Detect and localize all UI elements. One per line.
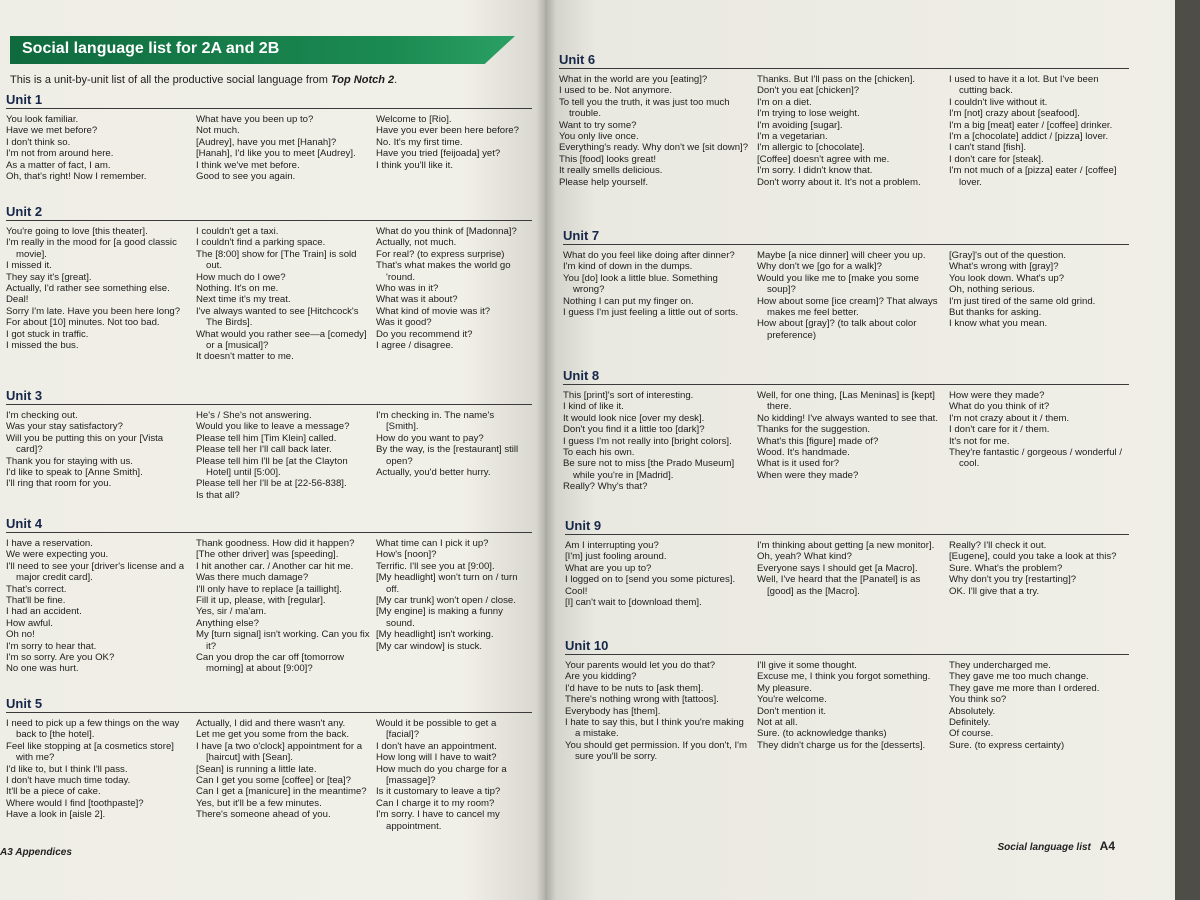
phrase-line: What do you think of [Madonna]?	[376, 226, 517, 237]
phrase-line: Good to see you again.	[196, 171, 296, 183]
phrase-line: No kidding! I've always wanted to see that.	[757, 412, 939, 424]
phrase-line: Thanks for the suggestion.	[757, 424, 871, 436]
phrase-line: I had an accident.	[6, 606, 82, 618]
unit-heading: Unit 1	[6, 92, 532, 109]
unit-columns	[563, 250, 1129, 376]
unit-heading: Unit 6	[559, 52, 1129, 69]
phrase-line: As a matter of fact, I am.	[6, 159, 111, 171]
phrase-line: I'd like to, but I think I'll pass.	[6, 763, 128, 775]
phrase-line: I'm not much of a [pizza] eater / [coffee] lover.	[949, 165, 1117, 188]
phrase-column-2	[757, 74, 943, 188]
phrase-line: Well, I've heard that the [Panatel] is as [good] as the [Macro].	[757, 574, 921, 597]
phrase-line: I need to pick up a few things on the way back to [the hotel].	[6, 718, 180, 741]
phrase-line: Where would I find [toothpaste]?	[6, 797, 144, 809]
phrase-line: OK. I'll give that a try.	[949, 585, 1040, 597]
phrase-line: How about some [ice cream]? That always makes me feel better.	[757, 295, 938, 319]
phrase-line: Would it be possible to get a [facial]?	[376, 718, 497, 741]
phrase-line: To tell you the truth, it was just too much trouble.	[559, 96, 730, 120]
phrase-line: They're fantastic / gorgeous / wonderful / cool.	[949, 447, 1123, 470]
phrase-line: [My car trunk] won't open / close.	[376, 595, 516, 607]
phrase-line: [I'm] just fooling around.	[565, 551, 667, 563]
phrase-line: [My headlight] won't turn on / turn off.	[376, 572, 518, 595]
phrase-line: Please tell her I'll be at [22-56-838].	[196, 478, 347, 490]
intro-text	[10, 74, 397, 86]
phrase-line: I missed it.	[6, 260, 52, 272]
phrase-line: I'm checking out.	[6, 410, 78, 421]
phrase-column-3	[949, 74, 1123, 188]
phrase-column-2	[196, 538, 370, 675]
phrase-line: Don't you find it a little too [dark]?	[563, 424, 705, 436]
phrase-line: I agree / disagree.	[376, 340, 454, 352]
phrase-line: This [print]'s sort of interesting.	[563, 390, 694, 401]
left-page	[0, 0, 545, 900]
phrase-line: How long will I have to wait?	[376, 752, 497, 764]
unit-5	[6, 696, 532, 858]
phrase-line: Actually, I did and there wasn't any.	[196, 718, 346, 729]
phrase-column-3	[949, 540, 1123, 597]
phrase-line: Nothing I can put my finger on.	[563, 295, 694, 307]
phrase-line: I don't have an appointment.	[376, 740, 497, 752]
phrase-line: Sorry I'm late. Have you been here long?	[6, 305, 181, 317]
phrase-line: You only live once.	[559, 131, 639, 143]
phrase-line: How were they made?	[949, 390, 1045, 401]
phrase-line: Would you like to leave a message?	[196, 421, 350, 433]
phrase-line: I used to have it a lot. But I've been cutting back.	[949, 74, 1099, 97]
phrase-column-1	[6, 114, 190, 182]
phrase-column-1	[563, 250, 751, 318]
phrase-line: I guess I'm just feeling a little out of sorts.	[563, 307, 739, 319]
phrase-line: Please tell her I'll call back later.	[196, 444, 332, 456]
phrase-line: [Hanah], I'd like you to meet [Audrey].	[196, 148, 356, 160]
intro-prefix: This is a unit-by-unit list of all the productive social language from	[10, 74, 328, 86]
phrase-line: Next time it's my treat.	[196, 294, 291, 306]
phrase-line: I'll ring that room for you.	[6, 478, 112, 490]
phrase-line: Cool!	[565, 585, 588, 597]
phrase-column-3	[376, 410, 526, 478]
phrase-line: Have you tried [feijoada] yet?	[376, 148, 501, 160]
phrase-line: I'm a big [meat] eater / [coffee] drinker.	[949, 119, 1113, 131]
phrase-column-1	[565, 540, 751, 608]
phrase-line: You should get permission. If you don't, I'm sure you'll be sorry.	[565, 739, 747, 763]
phrase-line: [My engine] is making a funny sound.	[376, 606, 503, 629]
phrase-line: How do you want to pay?	[376, 432, 484, 444]
phrase-line: I don't have much time today.	[6, 775, 131, 787]
phrase-line: I'll need to see your [driver's license and a major credit card].	[6, 560, 185, 584]
phrase-line: What was it about?	[376, 294, 458, 306]
phrase-line: Don't worry about it. It's not a problem.	[757, 176, 921, 188]
phrase-line: I'm allergic to [chocolate].	[757, 142, 865, 154]
phrase-line: I guess I'm not really into [bright colors].	[563, 435, 732, 447]
phrase-line: For about [10] minutes. Not too bad.	[6, 317, 160, 329]
unit-1	[6, 92, 532, 214]
phrase-line: When were they made?	[757, 469, 859, 481]
phrase-line: There's someone ahead of you.	[196, 809, 331, 821]
phrase-line: I kind of like it.	[563, 401, 624, 413]
phrase-column-2	[757, 660, 943, 751]
phrase-line: How's [noon]?	[376, 549, 437, 561]
unit-columns	[6, 410, 532, 530]
phrase-line: Was your stay satisfactory?	[6, 421, 123, 433]
unit-columns	[6, 538, 532, 708]
phrase-line: Really? I'll check it out.	[949, 540, 1047, 551]
phrase-line: Are you kidding?	[565, 671, 637, 683]
phrase-line: You look down. What's up?	[949, 272, 1065, 284]
phrase-line: I'm so sorry. Are you OK?	[6, 652, 115, 664]
phrase-line: [Coffee] doesn't agree with me.	[757, 153, 890, 165]
unit-columns	[559, 74, 1129, 234]
phrase-line: What in the world are you [eating]?	[559, 74, 708, 85]
phrase-line: I think we've met before.	[196, 159, 300, 171]
phrase-line: Yes, sir / ma'am.	[196, 606, 267, 618]
phrase-line: That's correct.	[6, 583, 67, 595]
phrase-column-2	[196, 114, 370, 182]
phrase-line: I'm [not] crazy about [seafood].	[949, 108, 1080, 120]
phrase-line: Everybody has [them].	[565, 705, 661, 717]
phrase-line: [Audrey], have you met [Hanah]?	[196, 136, 337, 148]
phrase-line: What kind of movie was it?	[376, 305, 491, 317]
phrase-line: I don't care for it / them.	[949, 424, 1050, 436]
phrase-line: Thank goodness. How did it happen?	[196, 538, 355, 549]
unit-heading: Unit 8	[563, 368, 1129, 385]
phrase-line: I'm not from around here.	[6, 148, 114, 160]
phrase-line: What's this [figure] made of?	[757, 435, 879, 447]
phrase-line: I'm just tired of the same old grind.	[949, 295, 1096, 307]
phrase-line: Fill it up, please, with [regular].	[196, 595, 326, 607]
phrase-line: Was it good?	[376, 317, 432, 329]
phrase-line: Not at all.	[757, 717, 798, 729]
phrase-line: Who was in it?	[376, 283, 439, 295]
phrase-line: How much do you charge for a [massage]?	[376, 763, 507, 787]
phrase-line: [The other driver] was [speeding].	[196, 549, 339, 561]
phrase-column-2	[196, 718, 370, 821]
phrase-line: Not much.	[196, 125, 240, 137]
phrase-line: I'll only have to replace [a taillight].	[196, 583, 342, 595]
phrase-line: Feel like stopping at [a cosmetics store] with me?	[6, 740, 174, 764]
phrase-line: Actually, not much.	[376, 237, 457, 249]
phrase-line: Sure. What's the problem?	[949, 562, 1063, 574]
phrase-line: Terrific. I'll see you at [9:00].	[376, 560, 495, 572]
unit-columns	[565, 660, 1129, 790]
phrase-line: Can I charge it to my room?	[376, 797, 495, 809]
unit-columns	[563, 390, 1129, 522]
phrase-line: Why don't you try [restarting]?	[949, 574, 1077, 586]
phrase-line: I have a reservation.	[6, 538, 93, 549]
phrase-line: What are you up to?	[565, 562, 652, 574]
phrase-line: You think so?	[949, 694, 1007, 706]
phrase-column-1	[563, 390, 751, 493]
unit-4	[6, 516, 532, 708]
phrase-line: What have you been up to?	[196, 114, 314, 125]
phrase-line: Is it customary to leave a tip?	[376, 786, 501, 798]
phrase-line: Excuse me, I think you forgot something.	[757, 671, 931, 683]
phrase-line: I hit another car. / Another car hit me.	[196, 560, 354, 572]
phrase-line: Do you recommend it?	[376, 328, 473, 340]
unit-10	[565, 638, 1129, 790]
phrase-line: Please help yourself.	[559, 176, 649, 188]
unit-9	[565, 518, 1129, 650]
phrase-line: I couldn't find a parking space.	[196, 237, 326, 249]
phrase-line: They gave me too much change.	[949, 671, 1089, 683]
phrase-line: [Eugene], could you take a look at this?	[949, 551, 1117, 563]
phrase-column-3	[376, 226, 526, 351]
phrase-line: Deal!	[6, 294, 29, 306]
phrase-line: Thanks. But I'll pass on the [chicken].	[757, 74, 916, 85]
unit-heading: Unit 3	[6, 388, 532, 405]
phrase-line: The [8:00] show for [The Train] is sold out.	[196, 248, 357, 272]
phrase-line: I'm trying to lose weight.	[757, 108, 860, 120]
phrase-line: I couldn't get a taxi.	[196, 226, 279, 237]
phrase-column-2	[757, 390, 943, 481]
phrase-line: Please tell him I'll be [at the Clayton Hotel] until [5:00].	[196, 455, 348, 479]
phrase-line: To each his own.	[563, 447, 635, 459]
unit-heading: Unit 7	[563, 228, 1129, 245]
phrase-line: I've always wanted to see [Hitchcock's The Birds].	[196, 305, 359, 329]
phrase-column-3	[376, 718, 526, 832]
phrase-line: [My car window] is stuck.	[376, 640, 483, 652]
phrase-line: Let me get you some from the back.	[196, 729, 350, 741]
phrase-line: There's nothing wrong with [tattoos].	[565, 694, 719, 706]
footer-list-label: Social language list	[997, 842, 1091, 853]
phrase-line: I'm avoiding [sugar].	[757, 119, 843, 131]
phrase-column-2	[196, 410, 370, 501]
phrase-line: I hate to say this, but I think you're making a mistake.	[565, 717, 744, 740]
phrase-line: Actually, I'd rather see something else.	[6, 283, 170, 295]
page-number-right: A4	[1099, 839, 1115, 853]
phrase-line: I'd have to be nuts to [ask them].	[565, 682, 704, 694]
phrase-line: They say it's [great].	[6, 271, 92, 283]
phrase-line: Everything's ready. Why don't we [sit down]?	[559, 142, 749, 154]
phrase-column-1	[6, 718, 190, 821]
phrase-line: I logged on to [send you some pictures].	[565, 574, 736, 586]
phrase-line: They gave me more than I ordered.	[949, 682, 1100, 694]
phrase-line: It'll be a piece of cake.	[6, 786, 101, 798]
phrase-line: You [do] look a little blue. Something wrong?	[563, 272, 718, 296]
phrase-line: You're welcome.	[757, 694, 827, 706]
phrase-line: What do you feel like doing after dinner?	[563, 250, 735, 261]
phrase-line: I'm thinking about getting [a new monitor].	[757, 540, 935, 551]
phrase-column-2	[196, 226, 370, 363]
phrase-line: Welcome to [Rio].	[376, 114, 452, 125]
phrase-line: How much do I owe?	[196, 271, 286, 283]
phrase-line: What would you rather see—a [comedy] or a [musical]?	[196, 328, 367, 352]
intro-book: Top Notch 2	[331, 74, 395, 86]
phrase-line: I'm sorry. I didn't know that.	[757, 165, 873, 177]
phrase-line: How about [gray]? (to talk about color preference)	[757, 318, 917, 341]
phrase-line: Want to try some?	[559, 119, 637, 131]
phrase-line: Is that all?	[196, 489, 240, 501]
phrase-line: Will you be putting this on your [Vista card]?	[6, 432, 164, 456]
phrase-line: What is it used for?	[757, 458, 840, 470]
phrase-line: Sure. (to express certainty)	[949, 739, 1065, 751]
phrase-line: That's what makes the world go 'round.	[376, 260, 511, 283]
phrase-line: I know what you mean.	[949, 318, 1048, 330]
phrase-line: I'm a vegetarian.	[757, 131, 828, 143]
phrase-line: Oh, yeah? What kind?	[757, 551, 852, 563]
phrase-line: We were expecting you.	[6, 549, 109, 561]
page-number-left: A3	[0, 847, 13, 858]
phrase-line: Actually, you'd better hurry.	[376, 467, 491, 479]
unit-columns	[6, 226, 532, 402]
phrase-line: Have a look in [aisle 2].	[6, 809, 106, 821]
phrase-line: I'm a [chocolate] addict / [pizza] lover.	[949, 131, 1109, 143]
phrase-line: I'm on a diet.	[757, 96, 812, 108]
phrase-line: Can I get a [manicure] in the meantime?	[196, 786, 367, 798]
phrase-line: Why don't we [go for a walk]?	[757, 261, 883, 273]
phrase-line: I used to be. Not anymore.	[559, 85, 673, 97]
phrase-line: That'll be fine.	[6, 595, 66, 607]
phrase-line: I'd like to speak to [Anne Smith].	[6, 467, 143, 479]
phrase-line: What time can I pick it up?	[376, 538, 489, 549]
page-title: Social language list for 2A and 2B	[22, 40, 280, 57]
phrase-line: Everyone says I should get [a Macro].	[757, 562, 918, 574]
phrase-line: Don't you eat [chicken]?	[757, 85, 860, 97]
phrase-column-1	[6, 226, 190, 351]
phrase-line: By the way, is the [restaurant] still open?	[376, 444, 519, 467]
phrase-line: It would look nice [over my desk].	[563, 412, 705, 424]
phrase-line: You're going to love [this theater].	[6, 226, 148, 237]
phrase-line: Would you like me to [make you some soup]?	[757, 272, 919, 296]
unit-heading: Unit 5	[6, 696, 532, 713]
phrase-line: Thank you for staying with us.	[6, 455, 133, 467]
phrase-column-1	[6, 410, 190, 490]
phrase-line: [Sean] is running a little late.	[196, 763, 317, 775]
phrase-line: Oh no!	[6, 629, 35, 641]
phrase-line: Of course.	[949, 728, 994, 740]
phrase-column-1	[565, 660, 751, 763]
phrase-line: Yes, but it'll be a few minutes.	[196, 797, 322, 809]
phrase-column-2	[757, 250, 943, 341]
unit-3	[6, 388, 532, 530]
phrase-line: It doesn't matter to me.	[196, 351, 294, 363]
phrase-line: They didn't charge us for the [desserts].	[757, 739, 926, 751]
phrase-line: What's wrong with [gray]?	[949, 261, 1059, 273]
phrase-line: Really? Why's that?	[563, 481, 648, 493]
phrase-line: I missed the bus.	[6, 340, 79, 352]
phrase-column-2	[757, 540, 943, 597]
unit-columns	[565, 540, 1129, 650]
phrase-line: My [turn signal] isn't working. Can you fix it?	[196, 629, 370, 652]
phrase-line: Wood. It's handmade.	[757, 447, 850, 459]
phrase-line: Well, for one thing, [Las Meninas] is [kept] there.	[757, 390, 935, 413]
phrase-line: This [food] looks great!	[559, 153, 657, 165]
phrase-line: Was there much damage?	[196, 572, 309, 584]
phrase-line: No one was hurt.	[6, 663, 79, 675]
phrase-line: You look familiar.	[6, 114, 79, 125]
phrase-line: They undercharged me.	[949, 660, 1051, 671]
footer-section-label: Appendices	[15, 847, 72, 858]
unit-columns	[6, 718, 532, 858]
phrase-line: My pleasure.	[757, 682, 812, 694]
phrase-line: I don't care for [steak].	[949, 153, 1044, 165]
phrase-line: Maybe [a nice dinner] will cheer you up.	[757, 250, 926, 261]
phrase-column-3	[949, 390, 1123, 470]
phrase-line: Don't mention it.	[757, 705, 827, 717]
book-spine	[536, 0, 556, 900]
phrase-line: Please tell him [Tim Klein] called.	[196, 432, 337, 444]
phrase-line: I don't think so.	[6, 136, 71, 148]
phrase-line: Definitely.	[949, 717, 991, 729]
phrase-line: Be sure not to miss [the Prado Museum] while you're in [Madrid].	[563, 458, 735, 481]
unit-heading: Unit 10	[565, 638, 1129, 655]
phrase-line: Absolutely.	[949, 705, 996, 717]
phrase-line: I'll give it some thought.	[757, 660, 857, 671]
phrase-line: I couldn't live without it.	[949, 96, 1048, 108]
unit-8	[563, 368, 1129, 522]
phrase-column-3	[376, 114, 526, 171]
phrase-line: I'm really in the mood for [a good classic movie].	[6, 237, 177, 260]
phrase-line: What do you think of it?	[949, 401, 1050, 413]
phrase-line: Am I interrupting you?	[565, 540, 659, 551]
phrase-line: I can't stand [fish].	[949, 142, 1027, 154]
phrase-line: I got stuck in traffic.	[6, 328, 89, 340]
phrase-column-1	[6, 538, 190, 675]
phrase-line: It's not for me.	[949, 435, 1010, 447]
phrase-line: Can you drop the car off [tomorrow morning] at about [9:00]?	[196, 652, 345, 675]
phrase-line: I'm checking in. The name's [Smith].	[376, 410, 495, 433]
phrase-line: For real? (to express surprise)	[376, 248, 505, 260]
phrase-line: [Gray]'s out of the question.	[949, 250, 1067, 261]
phrase-line: Oh, that's right! Now I remember.	[6, 171, 147, 183]
phrase-line: I'm not crazy about it / them.	[949, 412, 1070, 424]
phrase-line: Nothing. It's on me.	[196, 283, 279, 295]
phrase-line: I'm sorry. I have to cancel my appointment.	[376, 809, 500, 832]
phrase-line: [My headlight] isn't working.	[376, 629, 494, 641]
phrase-line: How awful.	[6, 617, 53, 629]
phrase-line: Your parents would let you do that?	[565, 660, 716, 671]
phrase-line: Can I get you some [coffee] or [tea]?	[196, 775, 352, 787]
phrase-line: Oh, nothing serious.	[949, 284, 1035, 296]
phrase-line: I have [a two o'clock] appointment for a [haircut] with [Sean].	[196, 740, 363, 764]
phrase-line: I'm kind of down in the dumps.	[563, 261, 693, 273]
intro-suffix: .	[394, 74, 398, 86]
phrase-line: It really smells delicious.	[559, 165, 663, 177]
phrase-line: But thanks for asking.	[949, 307, 1042, 319]
phrase-line: Have we met before?	[6, 125, 98, 137]
phrase-line: Sure. (to acknowledge thanks)	[757, 728, 887, 740]
unit-2	[6, 204, 532, 402]
footer-left	[0, 847, 72, 858]
phrase-line: [I] can't wait to [download them].	[565, 597, 702, 609]
phrase-line: I think you'll like it.	[376, 159, 454, 171]
phrase-column-3	[949, 660, 1123, 751]
unit-6	[559, 52, 1129, 234]
unit-heading: Unit 4	[6, 516, 532, 533]
phrase-line: He's / She's not answering.	[196, 410, 312, 421]
phrase-line: I'm sorry to hear that.	[6, 640, 97, 652]
unit-heading: Unit 2	[6, 204, 532, 221]
phrase-line: Have you ever been here before?	[376, 125, 519, 137]
unit-columns	[6, 114, 532, 214]
footer-right	[998, 839, 1115, 853]
phrase-column-3	[376, 538, 526, 652]
right-page	[545, 0, 1175, 900]
phrase-column-3	[949, 250, 1123, 330]
phrase-column-1	[559, 74, 751, 188]
unit-7	[563, 228, 1129, 376]
phrase-line: Anything else?	[196, 617, 259, 629]
unit-heading: Unit 9	[565, 518, 1129, 535]
phrase-line: No. It's my first time.	[376, 136, 463, 148]
